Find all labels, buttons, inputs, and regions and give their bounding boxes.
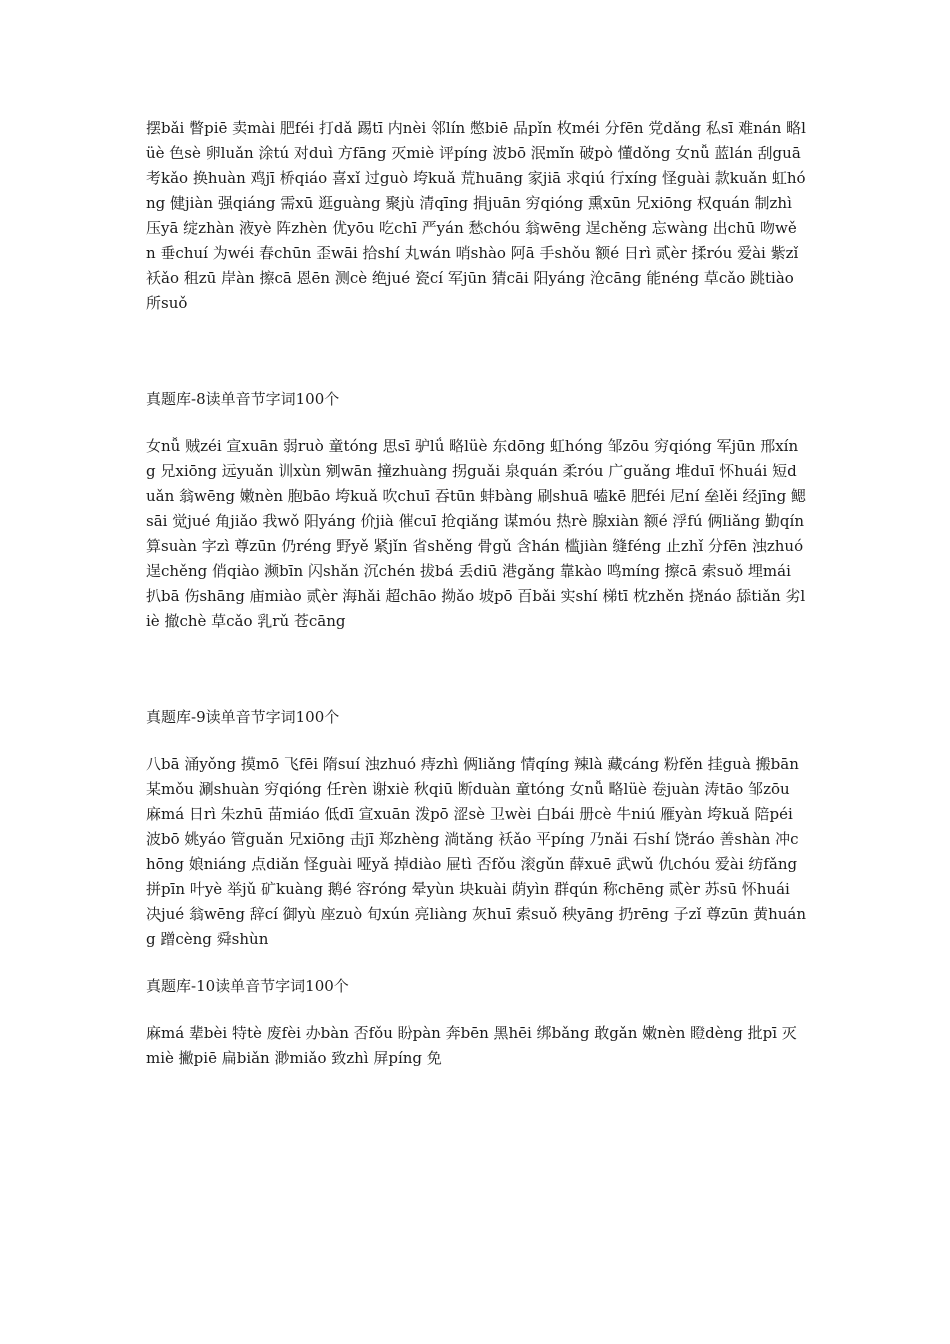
word-list-block-8: 女nǚ 贼zéi 宣xuān 弱ruò 童tóng 思sī 驴lǘ 略lüè 东dōng 虹hóng 邹zōu 穷qióng 军jūn 邢xíng 兄xiōng 远yuǎn 训xùn 剜wān 撞zhuàng 拐guǎi 泉quán 柔róu 广guǎng 堆duī 怀huái 短duǎn 翁wēng 嫩nèn 胞bāo 垮kuǎ 吹chuī 吞tūn 蚌bàng 刷shuā 嗑kē 肥féi 尼ní 垒lěi 经jīng 鳃sāi 觉jué 角jiǎo 我wǒ 阳yáng 价jià 催cuī 抢qiǎng 谋móu 热rè 腺xiàn 额é 浮fú 俩liǎng 勤qín 算suàn 字zì 尊zūn 仍réng 野yě 紧jǐn 省shěng 骨gǔ 含hán 槛jiàn 缝féng 止zhǐ 分fēn 浊zhuó 逞chěng 俏qiào 濒bīn 闪shǎn 沉chén 拔bá 丢diū 港gǎng 靠kào 鸣míng 擦cā 索suǒ 埋mái 扒bā 伤shāng 庙miào 贰èr 海hǎi 超chāo 拗ǎo 坡pō 百bǎi 实shí 梯tī 枕zhěn 挠náo 舔tiǎn 劣liè 撤chè 草cǎo 乳rǔ 苍cāng <box>146 437 806 630</box>
word-list-block-9: 八bā 涌yǒng 摸mō 飞fēi 隋suí 浊zhuó 痔zhì 俩liǎng 情qíng 辣là 藏cáng 粉fěn 挂guà 搬bān 某mǒu 涮shuàn 穷qióng 任rèn 谢xiè 秋qiū 断duàn 童tóng 女nǚ 略lüè 卷juàn 涛tāo 邹zōu 麻má 日rì 朱zhū 苗miáo 低dī 宣xuān 泼pō 涩sè 卫wèi 白bái 册cè 牛niú 雁yàn 垮kuǎ 陪péi 波bō 姚yáo 管guǎn 兄xiōng 击jī 郑zhèng 淌tǎng 袄ǎo 平píng 乃nǎi 石shí 饶ráo 善shàn 冲chōng 娘niáng 点diǎn 怪guài 哑yǎ 掉diào 屉tì 否fǒu 滚gǔn 薛xuē 武wǔ 仇chóu 爱ài 纺fǎng 拼pīn 叶yè 举jǔ 矿kuàng 鹅é 容róng 晕yùn 块kuài 荫yìn 群qún 称chēng 贰èr 苏sū 怀huái 决jué 翁wēng 辞cí 御yù 座zuò 旬xún 亮liàng 灰huī 索suǒ 秧yāng 扔rēng 子zǐ 尊zūn 黄huáng 蹭cèng 舜shùn <box>146 755 807 948</box>
section-heading-8: 真题库-8读单音节字词100个 <box>146 390 340 408</box>
word-list-block-10: 麻má 辈bèi 特tè 废fèi 办bàn 否fǒu 盼pàn 奔bēn 黑hēi 绑bǎng 敢gǎn 嫩nèn 瞪dèng 批pī 灭miè 撇piē 扁biǎn 渺miǎo 致zhì 屏píng 免 <box>146 1024 797 1067</box>
document-page <box>146 116 806 1071</box>
section-heading-10: 真题库-10读单音节字词100个 <box>146 977 349 995</box>
word-list-block-7: 摆bǎi 瞥piē 卖mài 肥féi 打dǎ 踢tī 内nèi 邻lín 憋biē 品pǐn 枚méi 分fēn 党dǎng 私sī 难nán 略lüè 色sè 卵luǎn 涂tú 对duì 方fāng 灭miè 评píng 波bō 泯mǐn 破pò 懂dǒng 女nǚ 蓝lán 刮guā 考kǎo 换huàn 鸡jī 桥qiáo 喜xǐ 过guò 垮kuǎ 荒huāng 家jiā 求qiú 行xíng 怪guài 款kuǎn 虹hóng 健jiàn 强qiáng 需xū 逛guàng 聚jù 清qīng 捐juān 穷qióng 熏xūn 兄xiōng 权quán 制zhì 压yā 绽zhàn 液yè 阵zhèn 优yōu 吃chī 严yán 愁chóu 翁wēng 逞chěng 忘wàng 出chū 吻wěn 垂chuí 为wéi 春chūn 歪wāi 拾shí 丸wán 哨shào 阿ā 手shǒu 额é 日rì 贰èr 揉róu 爱ài 紫zǐ 袄ǎo 租zū 岸àn 擦cā 恩ēn 测cè 绝jué 瓷cí 军jūn 猜cāi 阳yáng 沧cāng 能néng 草cǎo 跳tiào 所suǒ <box>146 119 806 312</box>
section-heading-9: 真题库-9读单音节字词100个 <box>146 708 340 726</box>
